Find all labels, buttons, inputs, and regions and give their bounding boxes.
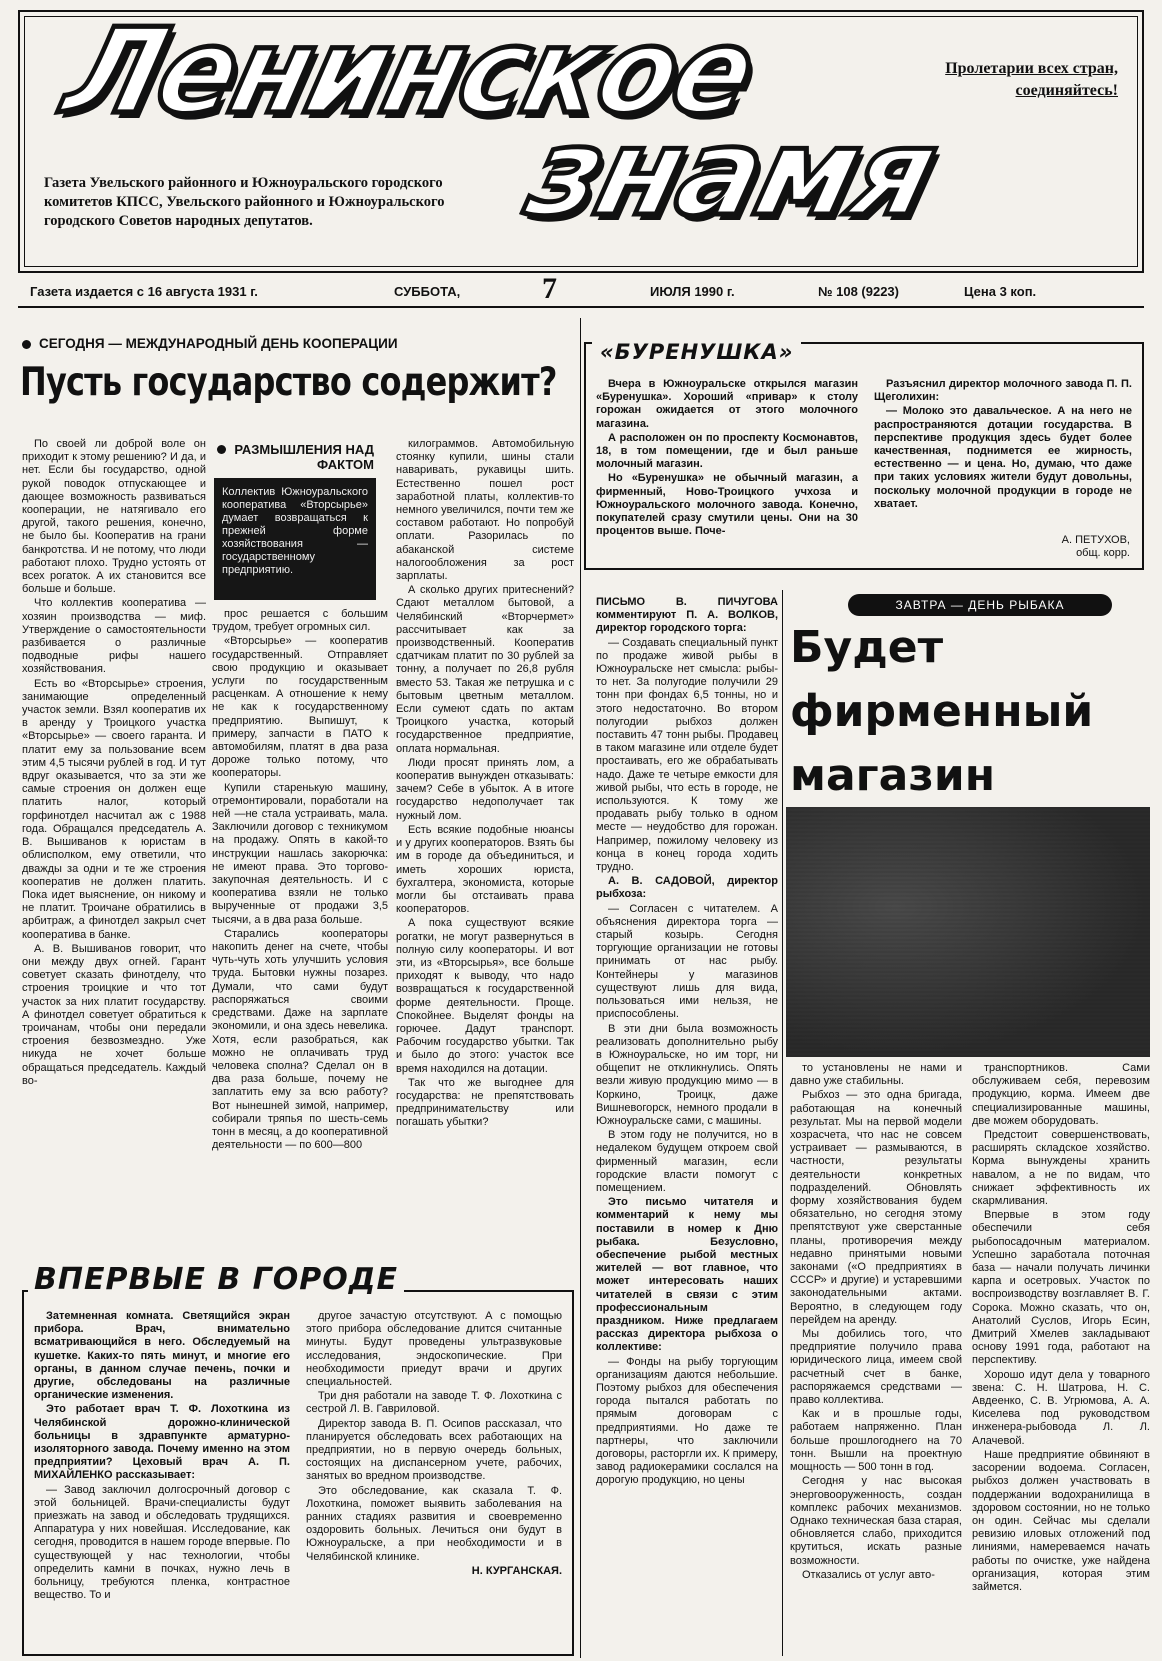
paragraph: — Фонды на рыбу торгующим организациям даются небольшие. Поэтому рыбхоз для обеспечения города пытался работать по прямым договорам с предприятиями. Но даже те партнеры, что заключили договоры, расторгли их. К примеру, завод радиокерамики сослался на дорогую продукцию, но цены	[596, 1355, 778, 1487]
paragraph: Рыбхоз — это одна бригада, работающая на конечный результат. Мы на первой модели хозрасчета, что нас не совсем устраивает — размываются, в частности, результаты деятельности конкретных подразделений. Обновлять форму хозяйствования будем обязательно, но сегодня этому препятствуют уже сверстанные планы, противоречия между недавно принятыми новыми законами («О предприятиях в СССР» и другие) и устаревшими законодательными актами. Вероятно, в следующем году перейдем на аренду.	[790, 1089, 962, 1326]
burenushka-signature	[970, 534, 1130, 564]
paragraph: Есть во «Вторсырье» строения, занимающие определенный участок земли. Взял кооператив их в аренду у Троицкого участка «Вторсырье» — своего гаранта. И платит ему за пользование всем этим 4,5 тысячи рублей в год. И тут вдруг оказывается, что за эти же самые строения он должен еще платить налог, который горфинотдел насчитал аж с 1988 года. Обращался председатель А. В. Вышиванов к юристам в облисполком, ему ответили, что дважды за одни и те же строения кооператив не должен платить. Пока идет выяснение, он никому и не платит. Троичане обратились в арбитраж, а финотдел закрыл счет кооператива в банке.	[22, 677, 206, 941]
author-role: общ. корр.	[1076, 547, 1130, 560]
paragraph: транспортников. Сами обслуживаем себя, перевозим продукцию, корма. Имеем две специализированные машины, две можем оборудовать.	[972, 1062, 1150, 1127]
first-in-city-column-2	[306, 1310, 562, 1650]
paragraph: Хорошо идут дела у товарного звена: С. Н. Шатрова, Н. С. Авдеенко, С. В. Угрюмова, А. А. Киселева под руководством инженера-рыбовода Л. Л. Алачевой.	[972, 1368, 1150, 1447]
burenushka-column-right	[874, 378, 1132, 528]
paragraph: А. В. САДОВОЙ, директор рыбхоза:	[596, 875, 778, 901]
paragraph: В эти дни была возможность реализовать дополнительно рыбу в Южноуральске, но им торг, ни общепит не откликнулись. Опять везли живую продукцию мимо — в Коркино, Троицк, даже Вишневогорск, немного продали в Южноуральске сами, с машины.	[596, 1022, 778, 1127]
subhead-text: РАЗМЫШЛЕНИЯ НАД ФАКТОМ	[234, 442, 374, 472]
masthead	[18, 3, 1144, 273]
paragraph: Предстоит совершенствовать, расширять складское хозяйство. Корма вынуждены хранить навалом, а не по видам, что снижает эффективность их скармливания.	[972, 1129, 1150, 1208]
paragraph: Старались кооператоры накопить денег на счете, чтобы чуть-чуть хоть улучшить условия труда. Бытовки нужны позарез. Думали, что сами будут распоряжаться своими средствами. Даже на зарплате экономили, и она здесь невелика. Хотя, если разобраться, как можно не оплачивать труд человека сполна? Сделал он в два раза больше, почему не заплатить ему за всю работу? Вот нынешней зимой, например, собирали тряпья по шесть-семь тонн в месяц, а до кооперативной деятельности — по 600—800	[212, 927, 388, 1152]
paragraph: Есть всякие подобные нюансы и у других кооператоров. Взять бы им в городе да объединиться, и иметь хороших юриста, бухгалтера, экономиста, которые могли бы отстаивать права кооператоров.	[396, 823, 574, 916]
feature-tag: ЗАВТРА — ДЕНЬ РЫБАКА	[848, 594, 1112, 616]
feature-headline: Будет фирменный магазин	[790, 622, 1094, 801]
paragraph: Это письмо читателя и комментарий к нему мы поставили в номер к Дню рыбака. Безусловно, обеспечение рыбой местных жителей — вот главное, что может интересовать наших читателей в связи с этим профессиональным праздником. Ниже предлагаем рассказ директора рыбхоза о коллективе:	[596, 1196, 778, 1354]
bullet-icon	[217, 445, 226, 454]
paragraph: А. В. Вышиванов говорит, что они между двух огней. Гарант советует сказать финотделу, что строения троицкие и что тот участок за них платит государству. А финотдел советует обратиться к троичанам, чтобы они передали строения безвозмездно. Уже никуда не хочет больше обращаться председатель. Каждый во-	[22, 942, 206, 1087]
paragraph: В этом году не получится, но в недалеком будущем откроем свой фирменный магазин, если городские власти помогут с помещением.	[596, 1129, 778, 1194]
first-in-city-column-1	[34, 1310, 290, 1650]
paragraph: — Согласен с читателем. А объяснения директора торга — старый козырь. Сегодня торгующие организации не готовы принимать от нас рыбу. Контейнеры у магазинов существуют лишь для вида, пользоваться ими нельзя, не приспособлены.	[596, 902, 778, 1021]
feature-column-2	[972, 1062, 1150, 1656]
paragraph: Впервые в этом году обеспечили себя рыбопосадочным материалом. Успешно заработала поточная база — начали получать личинки карпа и осетровых. Участок по воспроизводству возглавляет В. Г. Сорока. Можно сказать, что он, Анатолий Суслов, Игорь Есин, Дмитрий Хмелев закладывают основу 1991 года, работают на перспективу.	[972, 1209, 1150, 1367]
article-subhead	[214, 442, 374, 472]
paragraph: килограммов. Автомобильную стоянку купили, шины стали наваривать, рукавицы шить. Естественно пошел рост заработной платы, коллектив-то немного увеличился, почти тем же составом работают. Но попробуй оплати. Разорилась по абаканской системе налогообложения за рост зарплаты.	[396, 438, 574, 583]
first-in-city-signature: Н. КУРГАНСКАЯ.	[471, 1564, 562, 1577]
newspaper-title-line1: Ленинское	[52, 3, 767, 141]
paragraph: Затемненная комната. Светящийся экран прибора. Врач, внимательно всматривающийся в него. Обследуемый на кушетке. Каких-то пять минут, и многие его органы, в данном случае печень, почки и другие, обследованы на различные органические изменения.	[34, 1310, 290, 1402]
slogan-line1: Пролетарии всех стран,	[945, 60, 1118, 77]
publisher-info: Газета Увельского районного и Южноуральского городского комитетов КПСС, Увельского районного и Южноуральского городского Советов народных депутатов.	[44, 175, 445, 229]
paragraph: — Завод заключил долгосрочный договор с этой больницей. Врачи-специалисты будут приезжать на завод и обследовать трудящихся. Аппаратура у них новейшая. Исследование, как сегодня, проводится в нашем городе впервые. По существующей у нас технологии, чтобы определить камни в почках, нужно лечь в больницу, требуются пленка, контрастное вещество. То и	[34, 1483, 290, 1602]
headline-cooperation: Пусть государство содержит?	[20, 360, 557, 405]
burenushka-column-left	[596, 378, 858, 562]
paragraph: Мы добились того, что предприятие получило права юридического лица, имеем свой расчетный счет в банке, распоряжаемся средствами — право коллектива.	[790, 1328, 962, 1407]
author-name: А. ПЕТУХОВ,	[1061, 534, 1130, 546]
paragraph: А сколько других притеснений? Сдают металлом бытовой, а Челябинский «Вторчермет» рассчитывает как за производственный. Кооператив сдатчикам платит по 30 рублей за тонну, а получает по 26,8 рубля вместо 53. Такая же петрушка и с бытовым цветным металлом. Если сумеют сдать по актам Троицкого участка, который государственное предприятие, оплата нормальная.	[396, 584, 574, 755]
paragraph: Наше предприятие обвиняют в засорении водоема. Согласен, рыбхоз должен участвовать в поддержании водохранилища в здоровом состоянии, но не только он один. Сейчас мы сделали ревизию иловых отложений под линиями, намереваемся начать работы по очистке, уже найдена организация, которая этим займется.	[972, 1448, 1150, 1593]
article-column-1	[22, 438, 206, 1250]
paragraph: — Создавать специальный пункт по продаже живой рыбы в Южноуральске нет смысла: рыбы-то нет. За полугодие получили 29 тонн при фондах 6,5 тонны, но и этого недостаточно. Во втором полугодии рыбхоз должен поставить 47 тонн рыбы. Продавец в таком магазине или отделе будет простаивать, его же обрабатывать надо. Даже те четыре емкости для живой рыбы, что есть в городе, не используются. К тому же продавать рыбу только в одном месте — неудобство для горожан. Например, пожилому человеку из конца в конец города ходить трудно.	[596, 636, 778, 874]
paragraph: Это работает врач Т. Ф. Лохоткина из Челябинской дорожно-клинической больницы в здравпункте арматурно-изоляторного завода. Почему именно на этом предприятии? Цеховый врач А. П. МИХАЙЛЕНКО рассказывает:	[34, 1403, 290, 1482]
article-lead-box: Коллектив Южноуральского кооператива «Вторсырье» думает возвращаться к прежней форме хозяйствования — государственному предприятию.	[214, 478, 376, 600]
month-year: ИЮЛЯ 1990 г.	[650, 284, 735, 299]
slogan-line2: соединяйтесь!	[1015, 82, 1118, 99]
section-kicker	[22, 336, 398, 351]
paragraph: Три дня работали на заводе Т. Ф. Лохоткина с сестрой Л. В. Гавриловой.	[306, 1390, 562, 1416]
price: Цена 3 коп.	[964, 284, 1037, 299]
article-column-2	[212, 608, 388, 1250]
issue-number: № 108 (9223)	[818, 284, 899, 299]
paragraph: Вчера в Южноуральске открылся магазин «Буренушка». Хороший «привар» к столу горожан ожидается от этого молочного магазина.	[596, 378, 858, 430]
bullet-icon	[22, 340, 31, 349]
newspaper-title-line2: знамя	[514, 104, 949, 243]
paragraph: Как и в прошлые годы, работаем напряженно. План больше прошлогоднего на 70 тонн. Вышли на проектную мощность — 500 тонн в год.	[790, 1408, 962, 1474]
paragraph: то установлены не нами и давно уже стабильны.	[790, 1062, 962, 1088]
paragraph: другое зачастую отсутствуют. А с помощью этого прибора обследование длится считанные минуты. Будут проведены ультразвуковые исследования, эндоскопические. При необходимости приедут врачи и других специальностей.	[306, 1310, 562, 1389]
paragraph: По своей ли доброй воле он приходит к этому решению? И да, и нет. Если бы государство, одной рукой поводок отпускающее и дающее возможность развиваться кооперации, не натягивало его другой, такого решения, конечно, не было бы. Кооператив на грани банкротства. И не потому, что люди работают плохо. Трудно устоять от всех рогаток. А их становится все больше и больше.	[22, 438, 206, 596]
masthead-rule	[18, 306, 1144, 308]
day-number: 7	[542, 272, 557, 305]
paragraph: Так что же выгоднее для государства: не препятствовать предпринимательству или погашать убытки?	[396, 1076, 574, 1129]
paragraph: Директор завода В. П. Осипов рассказал, что планируется обследовать всех работающих на предприятии, но в первую очередь больных, состоящих на диспансерном учете, рабочих, занятых во вредном производстве.	[306, 1417, 562, 1483]
first-in-city-title: ВПЕРВЫЕ В ГОРОДЕ	[28, 1262, 404, 1297]
paragraph: А пока существуют всякие рогатки, не могут развернуться в полную силу кооператоры. И вот эти, из «Вторсырья», все больше приходят к выводу, что надо возвращаться к государственной форме деятельности. Проще. Спокойнее. Выделят фонды на горючее. Дадут транспорт. Рабочим государство убытки. Так и было до этого: участок все время находился на дотации.	[396, 917, 574, 1075]
slogan	[945, 58, 1118, 102]
paragraph: — Молоко это давальческое. А на него не распространяются дотации государства. В перспективе продукция здесь будет более качественная, поднимется ее жирность, естественно — и цена. Но, думаю, что даже при таких условиях жители будут довольны, поскольку молочной продукции в городе не хватает.	[874, 405, 1132, 510]
paragraph: Это обследование, как сказала Т. Ф. Лохоткина, поможет выявить заболевания на ранних стадиях развития и своевременно оздоровить больных. Лечиться они будут в Южноуральске, а при необходимости и в Челябинской клинике.	[306, 1484, 562, 1563]
paragraph: Люди просят принять лом, а кооператив вынужден отказывать: зачем? Себе в убыток. А в итоге государство недополучает так нужный лом.	[396, 756, 574, 822]
weekday: СУББОТА,	[394, 284, 461, 299]
paragraph: прос решается с большим трудом, требует огромных сил.	[212, 608, 388, 634]
fish-farm-photo	[786, 807, 1150, 1057]
paragraph: «Вторсырье» — кооператив государственный. Отправляет свою продукцию и оказывает услуги по государственным расценкам. А отношение к нему не как к государственному предприятию. Выпишут, к примеру, запчасти в ПАТО к автомобилям, платят в два раза дороже только потому, что кооператоры.	[212, 635, 388, 780]
paragraph: Что коллектив кооператива — хозяин производства — миф. Утверждение о самостоятельности разбивается о различные подводные рифы нашего хозяйствования.	[22, 597, 206, 676]
burenushka-title: «БУРЕНУШКА»	[592, 340, 801, 364]
kicker-text: СЕГОДНЯ — МЕЖДУНАРОДНЫЙ ДЕНЬ КООПЕРАЦИИ	[39, 336, 398, 351]
paragraph: А расположен он по проспекту Космонавтов, 18, в том помещении, где и был раньше молочный магазин.	[596, 431, 858, 471]
paragraph: Купили старенькую машину, отремонтировали, поработали на ней —не стала устраивать, мала. Заключили договор с техникумом на продажу. Опять в какой-то инструкции нашлась закорючка: не имеют права. Это торгово-закупочная деятельность. И с кооператива взяли не только вырученные от продажи 3,5 тысячи, а в два раза больше.	[212, 781, 388, 926]
founded-date: Газета издается с 16 августа 1931 г.	[30, 284, 258, 299]
feature-column-1	[790, 1062, 962, 1656]
article-column-3	[396, 438, 574, 1250]
column-divider	[782, 590, 783, 1656]
paragraph: Разъяснил директор молочного завода П. П. Щеголихин:	[874, 378, 1132, 404]
paragraph: Но «Буренушка» не обычный магазин, а фирменный, Ново-Троицкого учхоза и Южноуральского молочного завода. Конечно, покупателей сразу смутили цены. Они на 30 процентов выше. Поче-	[596, 472, 858, 538]
paragraph: Отказались от услуг авто-	[802, 1568, 935, 1581]
letter-column	[596, 596, 778, 1656]
paragraph: Сегодня у нас высокая энерговооруженность, создан комплекс рабочих механизмов. Однако техническая база старая, обновляется слабо, приходится крутиться, искать разные возможности.	[790, 1475, 962, 1567]
letter-head: ПИСЬМО В. ПИЧУГОВА комментируют П. А. ВОЛКОВ, директор городского торга:	[596, 596, 778, 635]
issue-info-bar	[22, 272, 1144, 306]
column-divider	[580, 318, 581, 1658]
